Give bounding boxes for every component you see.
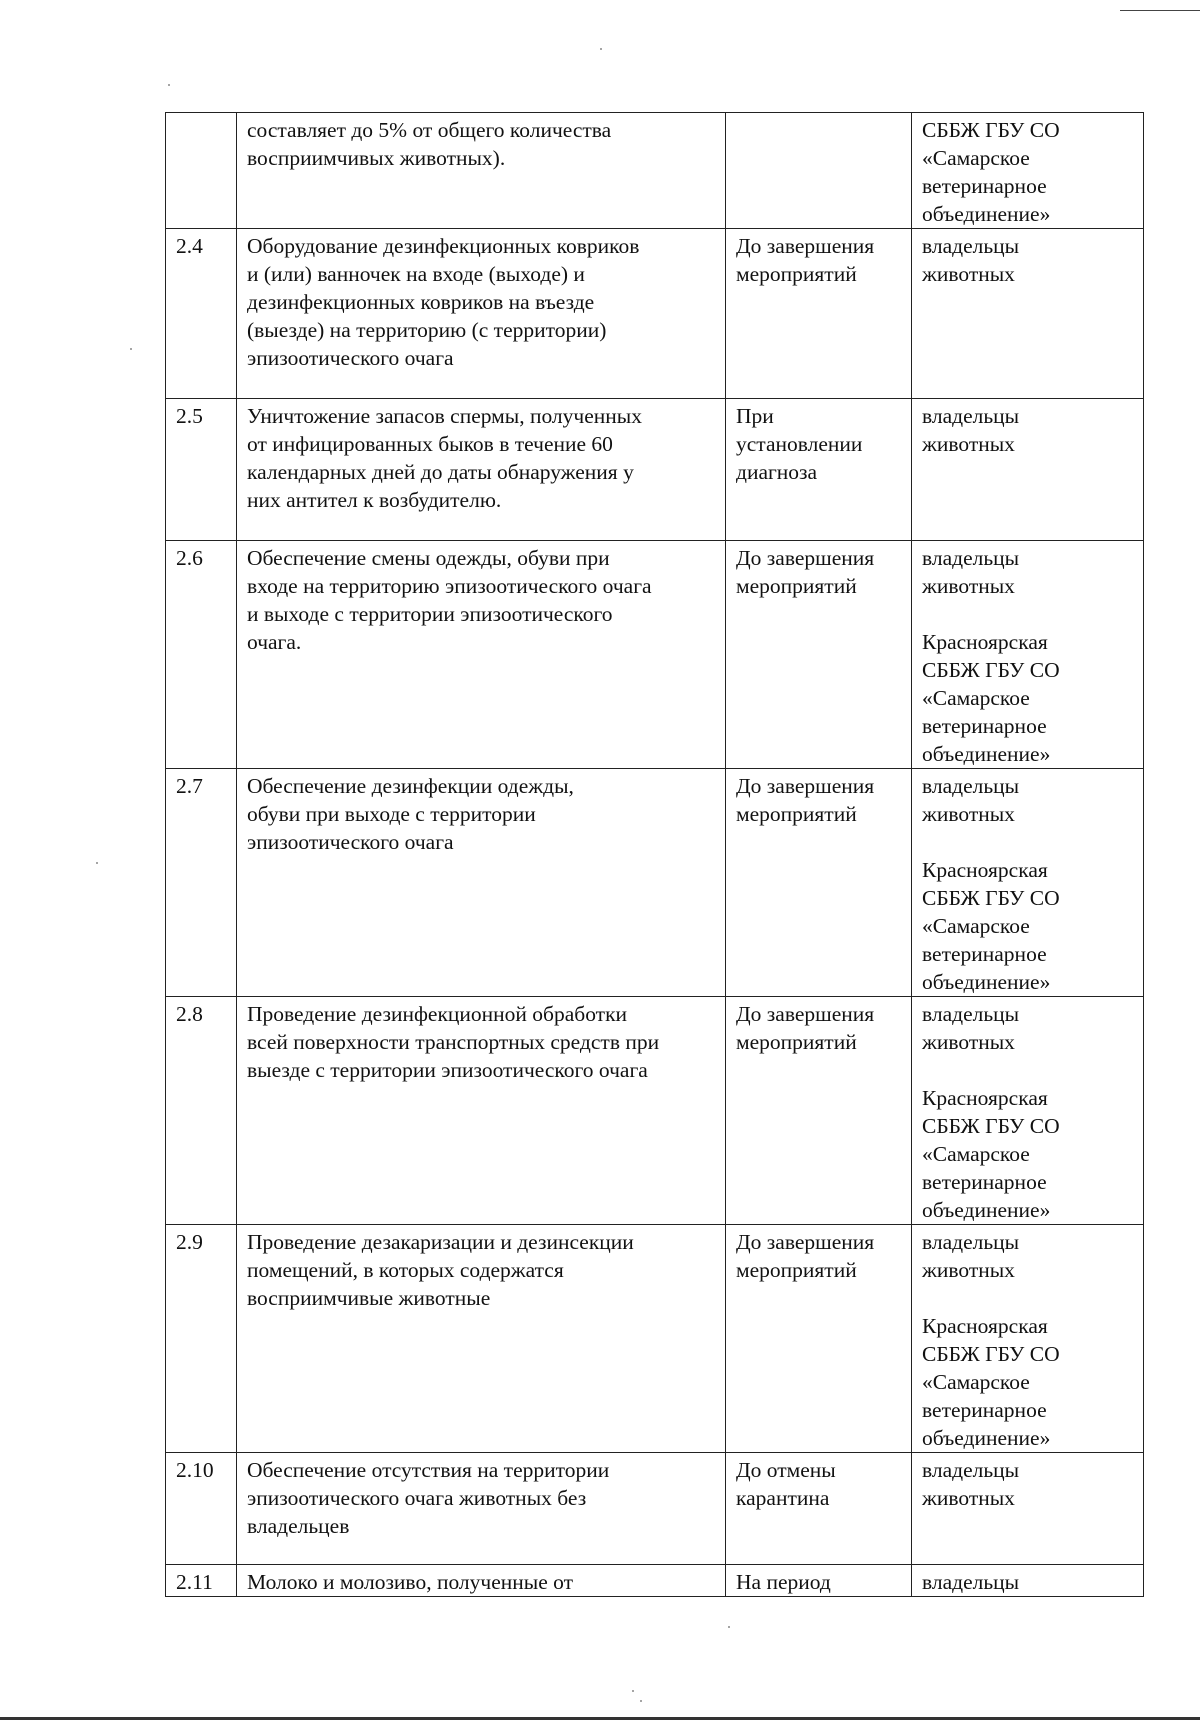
row-number: 2.7: [166, 769, 237, 997]
table-row: [166, 229, 1144, 399]
scan-speck: [632, 1690, 634, 1692]
table-row: [166, 1225, 1144, 1453]
term-cell: До завершения мероприятий: [726, 1225, 912, 1453]
scan-speck: [168, 84, 170, 86]
responsible-cell: владельцы животных: [912, 1453, 1144, 1565]
table-row: [166, 541, 1144, 769]
scan-speck: [600, 48, 602, 50]
responsible-cell: СББЖ ГБУ СО «Самарское ветеринарное объединение»: [912, 113, 1144, 229]
row-number: 2.10: [166, 1453, 237, 1565]
scan-speck: [640, 1700, 642, 1702]
responsible-cell: владельцы животных Красноярская СББЖ ГБУ СО «Самарское ветеринарное объединение»: [912, 769, 1144, 997]
table-row: [166, 1453, 1144, 1565]
term-cell: До завершения мероприятий: [726, 541, 912, 769]
row-number: 2.5: [166, 399, 237, 541]
row-number: 2.8: [166, 997, 237, 1225]
table-row: [166, 399, 1144, 541]
responsible-cell: владельцы животных: [912, 229, 1144, 399]
action-cell: Молоко и молозиво, полученные от: [237, 1565, 726, 1597]
table-row: [166, 769, 1144, 997]
term-cell: [726, 113, 912, 229]
responsible-cell: владельцы животных Красноярская СББЖ ГБУ СО «Самарское ветеринарное объединение»: [912, 541, 1144, 769]
action-cell: Обеспечение отсутствия на территории эпизоотического очага животных без владельцев: [237, 1453, 726, 1565]
measures-table: [165, 112, 1144, 1597]
responsible-cell: владельцы животных: [912, 399, 1144, 541]
row-number: 2.9: [166, 1225, 237, 1453]
row-number: 2.4: [166, 229, 237, 399]
action-cell: составляет до 5% от общего количества восприимчивых животных).: [237, 113, 726, 229]
term-cell: До завершения мероприятий: [726, 997, 912, 1225]
action-cell: Обеспечение смены одежды, обуви при входе на территорию эпизоотического очага и выходе с территории эпизоотического очага.: [237, 541, 726, 769]
row-number: [166, 113, 237, 229]
table-row: [166, 113, 1144, 229]
action-cell: Проведение дезинфекционной обработки всей поверхности транспортных средств при выезде с территории эпизоотического очага: [237, 997, 726, 1225]
scan-speck: [96, 862, 98, 864]
action-cell: Проведение дезакаризации и дезинсекции помещений, в которых содержатся восприимчивые животные: [237, 1225, 726, 1453]
responsible-cell: владельцы: [912, 1565, 1144, 1597]
scan-speck: [728, 1626, 730, 1628]
scan-edge-mark: [1120, 10, 1200, 11]
term-cell: При установлении диагноза: [726, 399, 912, 541]
responsible-cell: владельцы животных Красноярская СББЖ ГБУ СО «Самарское ветеринарное объединение»: [912, 1225, 1144, 1453]
action-cell: Обеспечение дезинфекции одежды, обуви при выходе с территории эпизоотического очага: [237, 769, 726, 997]
row-number: 2.11: [166, 1565, 237, 1597]
term-cell: На период: [726, 1565, 912, 1597]
term-cell: До завершения мероприятий: [726, 229, 912, 399]
action-cell: Уничтожение запасов спермы, полученных от инфицированных быков в течение 60 календарных дней до даты обнаружения у них антител к возбудителю.: [237, 399, 726, 541]
action-cell: Оборудование дезинфекционных ковриков и (или) ванночек на входе (выходе) и дезинфекционных ковриков на въезде (выезде) на территорию (с территории) эпизоотического очага: [237, 229, 726, 399]
responsible-cell: владельцы животных Красноярская СББЖ ГБУ СО «Самарское ветеринарное объединение»: [912, 997, 1144, 1225]
term-cell: До отмены карантина: [726, 1453, 912, 1565]
scan-speck: [130, 348, 132, 350]
table-row: [166, 1565, 1144, 1597]
term-cell: До завершения мероприятий: [726, 769, 912, 997]
table-row: [166, 997, 1144, 1225]
row-number: 2.6: [166, 541, 237, 769]
